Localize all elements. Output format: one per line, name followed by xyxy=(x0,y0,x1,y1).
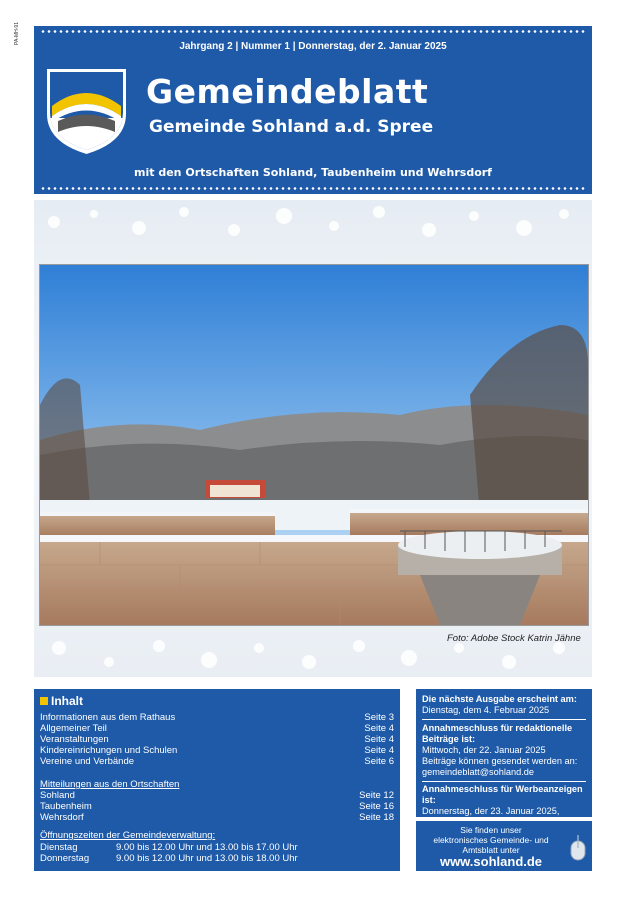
villages-line: mit den Ortschaften Sohland, Taubenheim und Wehrsdorf xyxy=(134,166,492,179)
hours-time: 9.00 bis 12.00 Uhr und 13.00 bis 17.00 Uhr xyxy=(116,842,298,853)
editorial-label-1: Annahmeschluss für redaktionelle xyxy=(422,723,573,733)
next-issue xyxy=(422,694,586,716)
website-url[interactable]: www.sohland.de xyxy=(439,854,543,869)
toc-page: Seite 3 xyxy=(364,712,394,723)
ads-label: Annahmeschluss für Werbeanzeigen ist: xyxy=(422,784,583,805)
table-of-contents xyxy=(34,689,400,871)
divider xyxy=(422,781,586,782)
ads-date: Donnerstag, der 23. Januar 2025, xyxy=(422,806,560,816)
editorial-date: Mittwoch, der 22. Januar 2025 xyxy=(422,745,546,755)
publication-title: Gemeindeblatt xyxy=(146,72,429,111)
toc-row[interactable] xyxy=(40,734,394,745)
contents-heading-label: Inhalt xyxy=(51,694,83,708)
toc-row[interactable] xyxy=(40,756,394,767)
toc-page: Seite 4 xyxy=(364,723,394,734)
hours-heading xyxy=(40,830,394,841)
divider xyxy=(422,719,586,720)
deadlines-box xyxy=(416,689,592,817)
hours-row xyxy=(40,842,394,853)
toc-page: Seite 12 xyxy=(359,790,394,801)
cover-photo xyxy=(39,264,589,626)
next-issue-date: Dienstag, dem 4. Februar 2025 xyxy=(422,705,550,715)
hours-day: Donnerstag xyxy=(40,853,90,864)
toc-label: Vereine und Verbände xyxy=(40,756,135,767)
website-text-line: Sie finden unser xyxy=(460,825,522,835)
print-code: PA-MH-91 xyxy=(14,22,20,45)
toc-row[interactable] xyxy=(40,801,394,812)
toc-page: Seite 4 xyxy=(364,734,394,745)
toc-row[interactable] xyxy=(40,723,394,734)
dotted-rule-bottom xyxy=(40,187,586,190)
toc-label: Informationen aus dem Rathaus xyxy=(40,712,176,723)
contents-heading xyxy=(40,694,83,708)
toc-label: Wehrsdorf xyxy=(40,812,84,823)
website-text-line: elektronisches Gemeinde- und xyxy=(433,835,549,845)
toc-page: Seite 4 xyxy=(364,745,394,756)
editorial-note: Beiträge können gesendet werden an: xyxy=(422,756,578,766)
toc-page: Seite 16 xyxy=(359,801,394,812)
hours-row xyxy=(40,853,394,864)
toc-label: Taubenheim xyxy=(40,801,92,812)
toc-row[interactable] xyxy=(40,812,394,823)
toc-row[interactable] xyxy=(40,790,394,801)
publication-subtitle: Gemeinde Sohland a.d. Spree xyxy=(149,117,434,137)
website-text xyxy=(416,825,566,855)
local-news-heading xyxy=(40,779,394,790)
toc-row[interactable] xyxy=(40,712,394,723)
photo-caption: Foto: Adobe Stock Katrin Jähne xyxy=(447,633,581,644)
toc-label: Veranstaltungen xyxy=(40,734,109,745)
hours-time: 9.00 bis 12.00 Uhr und 13.00 bis 18.00 Uhr xyxy=(116,853,298,864)
coat-of-arms-icon xyxy=(44,66,129,156)
toc-page: Seite 6 xyxy=(364,756,394,767)
issue-line: Jahrgang 2 | Nummer 1 | Donnerstag, der 2. Januar 2025 xyxy=(179,41,447,52)
editorial-label-2: Beiträge ist: xyxy=(422,734,476,744)
winter-bridge-image xyxy=(40,265,588,625)
toc-label: Allgemeiner Teil xyxy=(40,723,107,734)
editorial-email[interactable]: gemeindeblatt@sohland.de xyxy=(422,767,534,777)
website-box xyxy=(416,821,592,871)
hours-heading-label: Öffnungszeiten der Gemeindeverwaltung: xyxy=(40,830,216,841)
heading-marker-icon xyxy=(40,697,48,705)
masthead xyxy=(34,26,592,194)
toc-page: Seite 18 xyxy=(359,812,394,823)
hours-day: Dienstag xyxy=(40,842,78,853)
toc-label: Kindereinrichungen und Schulen xyxy=(40,745,178,756)
website-text-line: Amtsblatt unter xyxy=(462,845,520,855)
dotted-rule-top xyxy=(40,30,586,33)
toc-row[interactable] xyxy=(40,745,394,756)
editorial-deadline xyxy=(422,723,586,778)
toc-label: Sohland xyxy=(40,790,75,801)
computer-mouse-icon xyxy=(570,835,586,861)
local-news-heading-label: Mitteilungen aus den Ortschaften xyxy=(40,779,180,790)
next-issue-label: Die nächste Ausgabe erscheint am: xyxy=(422,694,577,704)
